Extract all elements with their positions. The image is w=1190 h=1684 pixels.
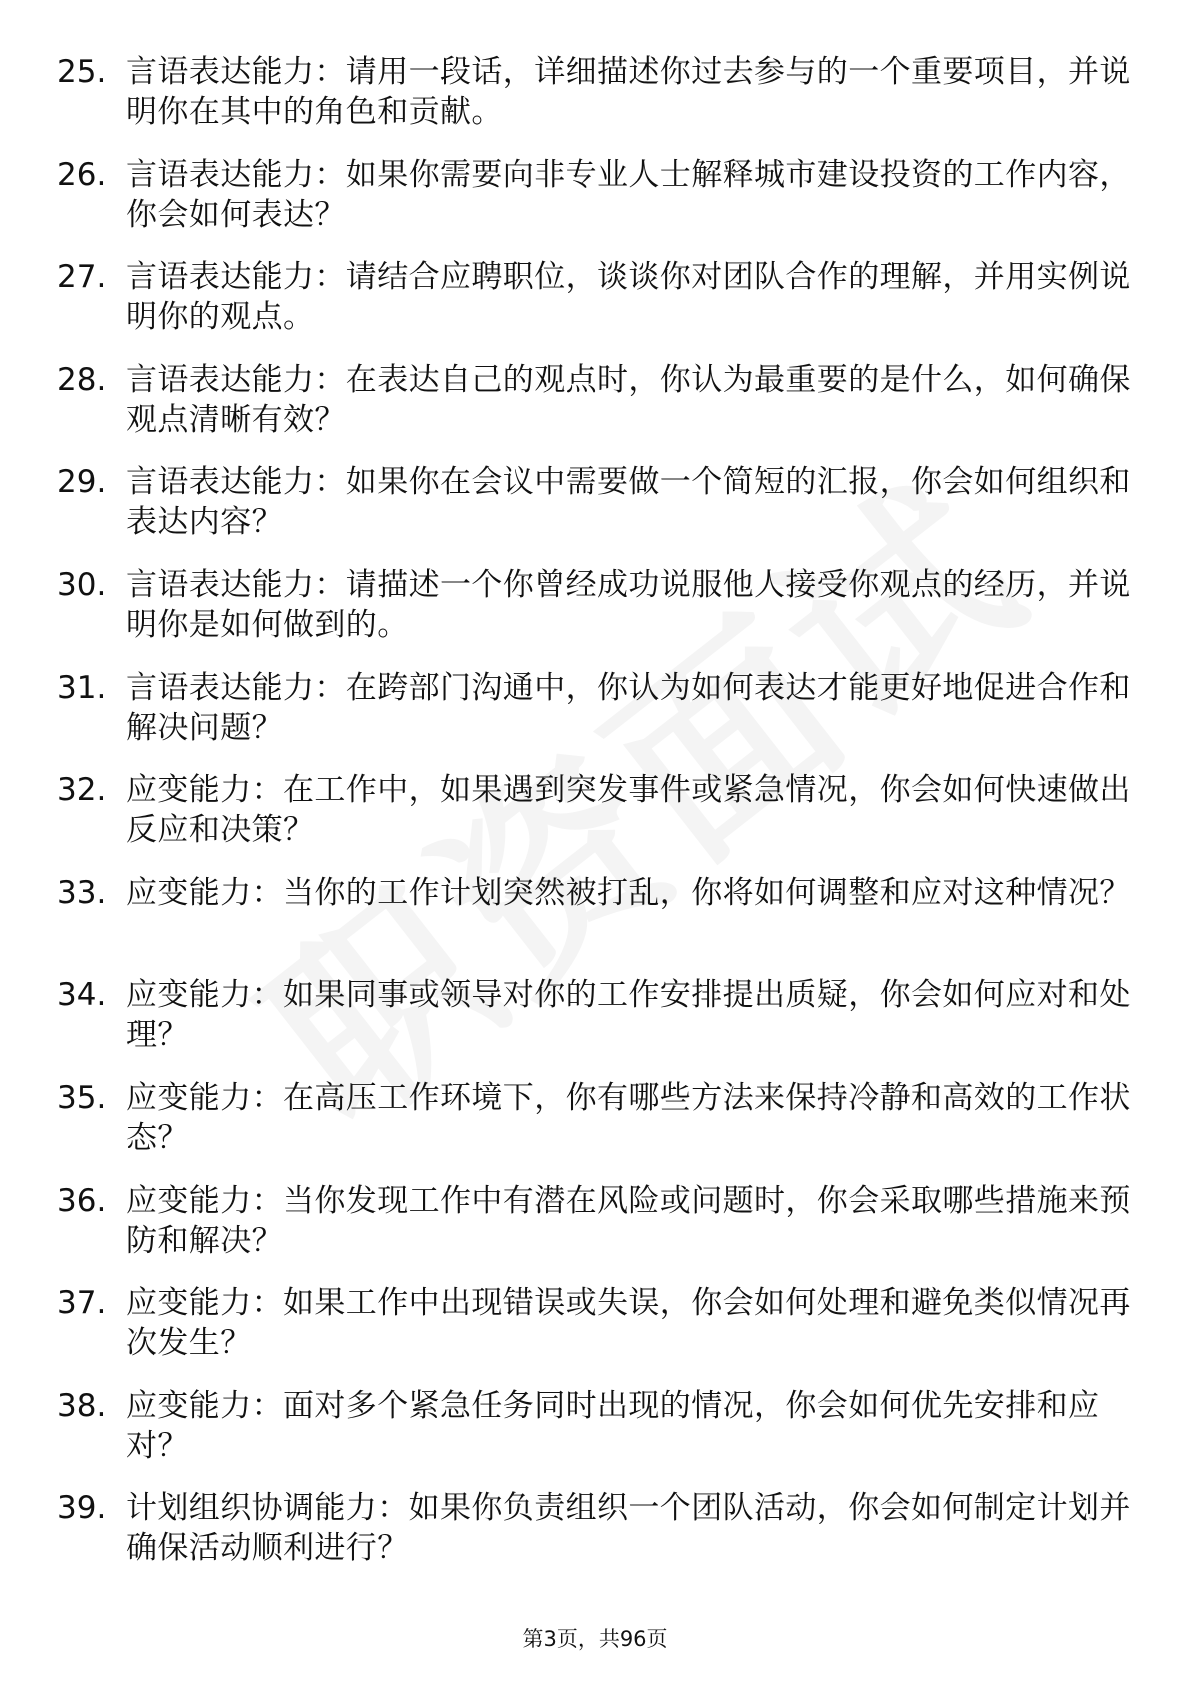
- question-number: 38.: [57, 1387, 107, 1424]
- question-item: [57, 1386, 1135, 1489]
- question-number: 25.: [57, 54, 107, 90]
- question-text: 言语表达能力：请用一段话，详细描述你过去参与的一个重要项目，并说明你在其中的角色和贡献。: [126, 54, 1131, 130]
- question-item: [57, 52, 1135, 155]
- page-footer: 第3页，共96页: [522, 1627, 668, 1651]
- question-item: [57, 360, 1135, 463]
- question-text: 言语表达能力：如果你需要向非专业人士解释城市建设投资的工作内容，你会如何表达？: [126, 156, 1131, 233]
- question-number: 36.: [57, 1182, 107, 1219]
- question-item: [57, 1488, 1135, 1591]
- question-text: 应变能力：如果同事或领导对你的工作安排提出质疑，你会如何应对和处理？: [126, 977, 1131, 1054]
- question-item: [57, 1078, 1135, 1181]
- question-item: [57, 462, 1135, 565]
- question-item: [57, 1181, 1135, 1284]
- question-text: 应变能力：面对多个紧急任务同时出现的情况，你会如何优先安排和应对？: [126, 1387, 1100, 1464]
- question-item: [57, 257, 1135, 360]
- question-number: 30.: [57, 566, 107, 603]
- question-item: [57, 770, 1135, 873]
- question-number: 34.: [57, 977, 107, 1014]
- question-number: 35.: [57, 1079, 107, 1116]
- question-number: 33.: [57, 874, 107, 911]
- question-item: [57, 1283, 1135, 1386]
- question-item: [57, 668, 1135, 771]
- question-text: 言语表达能力：在表达自己的观点时，你认为最重要的是什么，如何确保观点清晰有效？: [126, 361, 1131, 438]
- question-number: 31.: [57, 669, 107, 706]
- question-item: [57, 565, 1135, 668]
- question-text: 言语表达能力：请描述一个你曾经成功说服他人接受你观点的经历，并说明你是如何做到的。: [126, 566, 1131, 643]
- question-text: 应变能力：当你的工作计划突然被打乱，你将如何调整和应对这种情况？: [126, 874, 1131, 911]
- question-text: 应变能力：在工作中，如果遇到突发事件或紧急情况，你会如何快速做出反应和决策？: [126, 772, 1131, 849]
- question-text: 言语表达能力：请结合应聘职位，谈谈你对团队合作的理解，并用实例说明你的观点。: [126, 259, 1131, 336]
- question-number: 27.: [57, 259, 107, 296]
- question-number: 29.: [57, 464, 107, 501]
- question-number: 26.: [57, 156, 107, 193]
- question-text: 计划组织协调能力：如果你负责组织一个团队活动，你会如何制定计划并确保活动顺利进行？: [126, 1490, 1131, 1567]
- question-text: 应变能力：在高压工作环境下，你有哪些方法来保持冷静和高效的工作状态？: [126, 1079, 1131, 1156]
- question-number: 28.: [57, 361, 107, 398]
- question-number: 39.: [57, 1490, 107, 1527]
- question-item: [57, 873, 1135, 976]
- question-text: 应变能力：如果工作中出现错误或失误，你会如何处理和避免类似情况再次发生？: [126, 1285, 1131, 1362]
- question-text: 应变能力：当你发现工作中有潜在风险或问题时，你会采取哪些措施来预防和解决？: [126, 1182, 1131, 1259]
- question-item: [57, 155, 1135, 258]
- question-list: [57, 52, 1135, 1591]
- question-text: 言语表达能力：在跨部门沟通中，你认为如何表达才能更好地促进合作和解决问题？: [126, 669, 1131, 746]
- question-text: 言语表达能力：如果你在会议中需要做一个简短的汇报，你会如何组织和表达内容？: [126, 464, 1131, 541]
- question-number: 37.: [57, 1285, 107, 1322]
- question-number: 32.: [57, 772, 107, 809]
- question-item: [57, 975, 1135, 1078]
